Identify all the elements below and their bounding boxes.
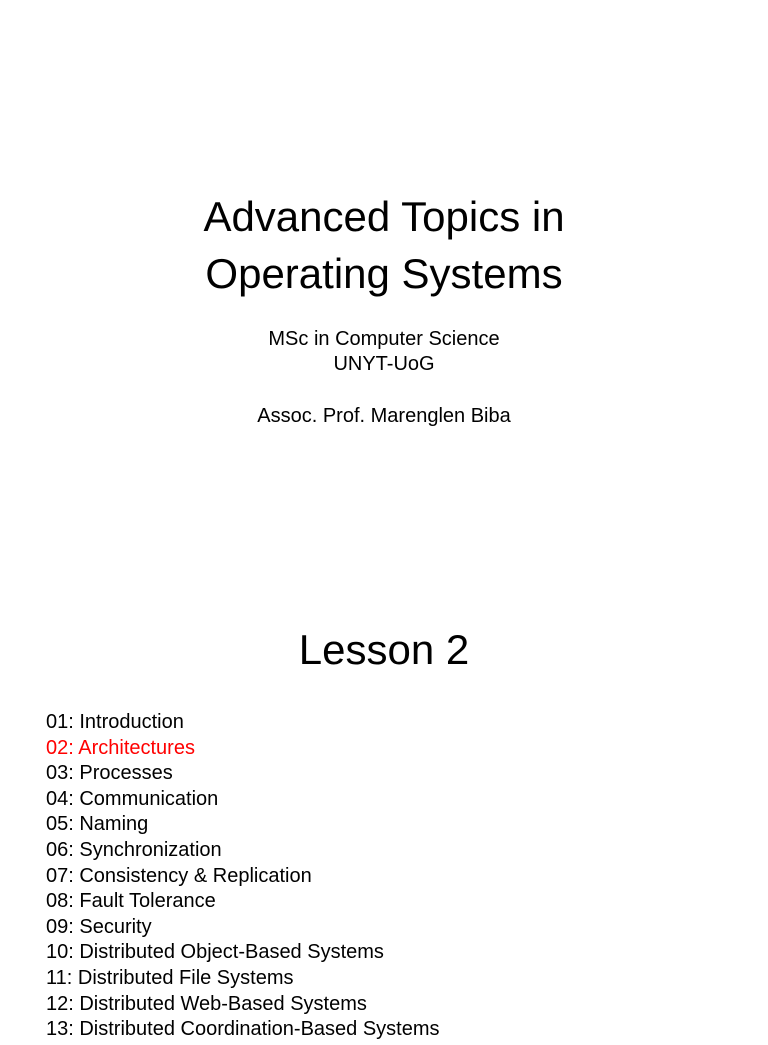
- lesson-heading: Lesson 2: [298, 626, 470, 673]
- author-text: Assoc. Prof. Marenglen Biba: [257, 405, 511, 427]
- table-of-contents: [46, 712, 440, 1045]
- title-line-1: Advanced Topics in: [203, 193, 565, 240]
- toc-item: 07: Consistency & Replication: [46, 864, 312, 887]
- toc-item: 09: Security: [46, 915, 152, 938]
- toc-item: 03: Processes: [46, 762, 173, 785]
- title-line-2: Operating Systems: [205, 250, 563, 297]
- toc-item: 08: Fault Tolerance: [46, 890, 216, 913]
- toc-item: 12: Distributed Web-Based Systems: [46, 992, 367, 1015]
- toc-item: 05: Naming: [46, 813, 149, 836]
- toc-item: 11: Distributed File Systems: [46, 966, 294, 989]
- institution-text: UNYT-UoG: [333, 353, 435, 375]
- toc-item-current: 02: Architectures: [46, 736, 195, 759]
- toc-item: 04: Communication: [46, 787, 219, 810]
- toc-item: 13: Distributed Coordination-Based Systems: [46, 1018, 440, 1041]
- toc-item: 06: Synchronization: [46, 838, 222, 861]
- program-text: MSc in Computer Science: [268, 328, 500, 350]
- toc-item: 01: Introduction: [46, 711, 184, 733]
- toc-item: 10: Distributed Object-Based Systems: [46, 941, 384, 964]
